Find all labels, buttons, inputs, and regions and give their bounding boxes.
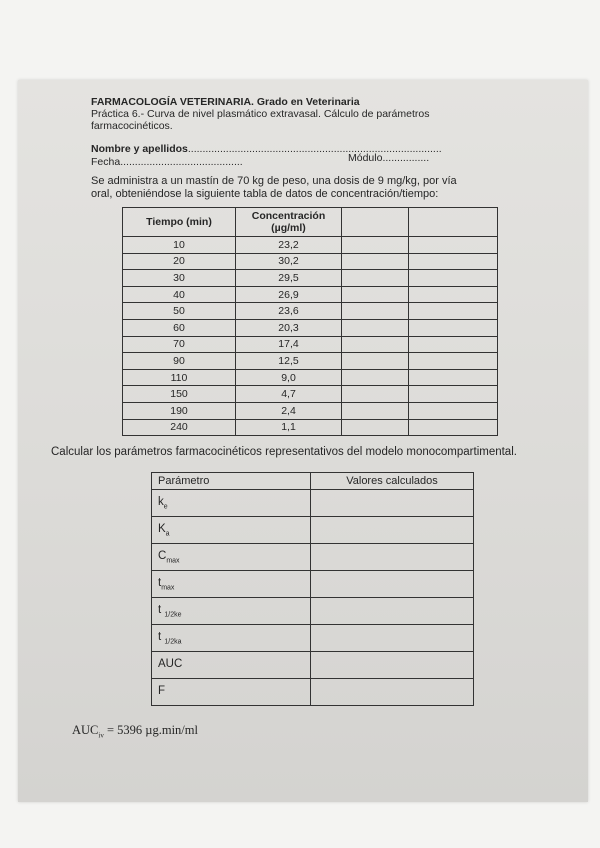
blank-header xyxy=(342,208,409,237)
concentration-cell: 4,7 xyxy=(236,386,342,403)
concentration-cell: 9,0 xyxy=(236,369,342,386)
concentration-cell: 2,4 xyxy=(236,402,342,419)
blank-cell[interactable] xyxy=(409,386,498,403)
blank-cell[interactable] xyxy=(342,386,409,403)
parameter-name: $t_{max}$ xyxy=(152,571,311,598)
parameter-row xyxy=(152,679,474,706)
time-cell: 20 xyxy=(123,253,236,270)
concentration-time-table xyxy=(122,207,498,436)
blank-cell[interactable] xyxy=(409,237,498,254)
intro-line1: Se administra a un mastín de 70 kg de peso, una dosis de 9 mg/kg, por vía xyxy=(91,175,457,187)
table-row xyxy=(123,336,498,353)
concentration-cell: 20,3 xyxy=(236,319,342,336)
name-blank: ....................................................................................... xyxy=(187,143,442,155)
parameter-row xyxy=(152,625,474,652)
time-cell: 70 xyxy=(123,336,236,353)
concentration-cell: 23,6 xyxy=(236,303,342,320)
time-cell: 10 xyxy=(123,237,236,254)
auc-iv-note: $AUC_{iv} = 5396$ µg.min/ml xyxy=(72,723,198,740)
blank-cell[interactable] xyxy=(342,303,409,320)
table-row xyxy=(123,270,498,287)
parameter-name: $C_{max}$ xyxy=(152,544,311,571)
parameter-name: t $_{1/2ka}$ xyxy=(152,625,311,652)
blank-cell[interactable] xyxy=(409,353,498,370)
concentration-header: Concentración (µg/ml) xyxy=(236,208,342,237)
blank-cell[interactable] xyxy=(409,402,498,419)
blank-cell[interactable] xyxy=(409,253,498,270)
parameter-row xyxy=(152,571,474,598)
time-cell: 110 xyxy=(123,369,236,386)
parameter-row xyxy=(152,598,474,625)
table-row xyxy=(123,319,498,336)
calculated-value-field[interactable] xyxy=(311,490,474,517)
blank-cell[interactable] xyxy=(342,237,409,254)
calculated-values-header: Valores calculados xyxy=(311,473,474,490)
concentration-cell: 29,5 xyxy=(236,270,342,287)
time-cell: 150 xyxy=(123,386,236,403)
name-label: Nombre y apellidos xyxy=(91,143,188,155)
parameter-name: $K_a$ xyxy=(152,517,311,544)
table-row xyxy=(123,386,498,403)
parameter-row xyxy=(152,517,474,544)
parameter-name: AUC xyxy=(152,652,311,679)
table-row xyxy=(123,286,498,303)
blank-cell[interactable] xyxy=(342,369,409,386)
blank-cell[interactable] xyxy=(342,336,409,353)
blank-header xyxy=(409,208,498,237)
document-title: FARMACOLOGÍA VETERINARIA. Grado en Veterinaria xyxy=(91,96,360,108)
time-cell: 190 xyxy=(123,402,236,419)
table-row xyxy=(123,402,498,419)
time-cell: 90 xyxy=(123,353,236,370)
table-row xyxy=(123,419,498,436)
blank-cell[interactable] xyxy=(342,253,409,270)
module-label: Módulo xyxy=(348,152,383,164)
table-row xyxy=(123,237,498,254)
blank-cell[interactable] xyxy=(342,402,409,419)
calculated-value-field[interactable] xyxy=(311,625,474,652)
parameter-row xyxy=(152,652,474,679)
blank-cell[interactable] xyxy=(342,286,409,303)
date-label: Fecha xyxy=(91,156,121,168)
time-cell: 240 xyxy=(123,419,236,436)
table-row xyxy=(123,253,498,270)
concentration-cell: 17,4 xyxy=(236,336,342,353)
practice-subtitle-line1: Práctica 6.- Curva de nivel plasmático extravasal. Cálculo de parámetros xyxy=(91,108,430,120)
parameter-header: Parámetro xyxy=(152,473,311,490)
time-cell: 50 xyxy=(123,303,236,320)
table-row xyxy=(123,369,498,386)
time-cell: 30 xyxy=(123,270,236,287)
blank-cell[interactable] xyxy=(409,419,498,436)
calculated-value-field[interactable] xyxy=(311,544,474,571)
intro-line2: oral, obteniéndose la siguiente tabla de datos de concentración/tiempo: xyxy=(91,188,439,200)
calculated-value-field[interactable] xyxy=(311,679,474,706)
concentration-cell: 30,2 xyxy=(236,253,342,270)
instruction-text: Calcular los parámetros farmacocinéticos representativos del modelo monocompartimental. xyxy=(51,446,517,458)
parameter-table xyxy=(151,472,474,706)
blank-cell[interactable] xyxy=(342,319,409,336)
blank-cell[interactable] xyxy=(409,303,498,320)
blank-cell[interactable] xyxy=(409,319,498,336)
time-cell: 60 xyxy=(123,319,236,336)
concentration-cell: 12,5 xyxy=(236,353,342,370)
blank-cell[interactable] xyxy=(342,270,409,287)
blank-cell[interactable] xyxy=(409,286,498,303)
module-field[interactable] xyxy=(348,152,429,164)
calculated-value-field[interactable] xyxy=(311,598,474,625)
parameter-name: $k_e$ xyxy=(152,490,311,517)
date-field[interactable] xyxy=(91,156,243,168)
table-row xyxy=(123,353,498,370)
concentration-cell: 1,1 xyxy=(236,419,342,436)
module-blank: ................ xyxy=(382,152,430,164)
table-row xyxy=(123,303,498,320)
concentration-cell: 26,9 xyxy=(236,286,342,303)
date-blank: .......................................... xyxy=(120,156,243,168)
calculated-value-field[interactable] xyxy=(311,652,474,679)
calculated-value-field[interactable] xyxy=(311,517,474,544)
calculated-value-field[interactable] xyxy=(311,571,474,598)
concentration-cell: 23,2 xyxy=(236,237,342,254)
parameter-row xyxy=(152,490,474,517)
time-header: Tiempo (min) xyxy=(123,208,236,237)
blank-cell[interactable] xyxy=(409,369,498,386)
practice-subtitle-line2: farmacocinéticos. xyxy=(91,120,173,132)
parameter-row xyxy=(152,544,474,571)
blank-cell[interactable] xyxy=(342,419,409,436)
blank-cell[interactable] xyxy=(409,270,498,287)
blank-cell[interactable] xyxy=(342,353,409,370)
blank-cell[interactable] xyxy=(409,336,498,353)
time-cell: 40 xyxy=(123,286,236,303)
parameter-name: F xyxy=(152,679,311,706)
parameter-name: t $_{1/2ke}$ xyxy=(152,598,311,625)
